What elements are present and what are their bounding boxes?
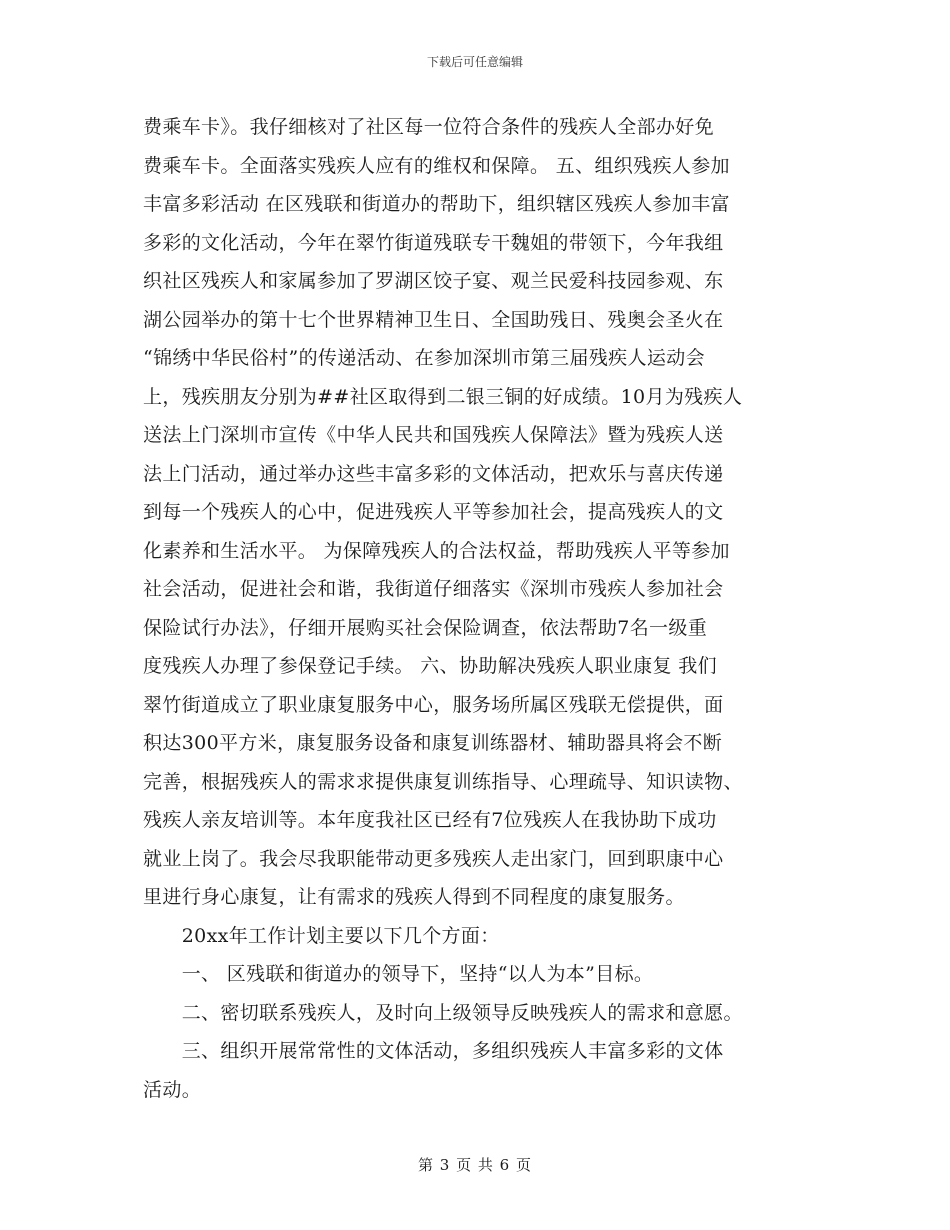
text-line: 残疾人亲友培训等。本年度我社区已经有7位残疾人在我协助下成功 xyxy=(143,809,717,831)
text-line: 多彩的文化活动，今年在翠竹街道残联专干魏姐的带领下，今年我组 xyxy=(143,231,724,254)
text-line: 法上门活动，通过举办这些丰富多彩的文体活动，把欢乐与喜庆传递 xyxy=(143,462,724,485)
text-line: 完善，根据残疾人的需求求提供康复训练指导、心理疏导、知识读物、 xyxy=(143,770,743,793)
text-line: 度残疾人办理了参保登记手续。 六、协助解决残疾人职业康复 我们 xyxy=(143,655,717,677)
document-body xyxy=(143,108,815,1109)
text-line: 保险试行办法》，仔细开展购买社会保险调查，依法帮助7名一级重 xyxy=(143,616,708,639)
text-line: “锦绣中华民俗村”的传递活动、在参加深圳市第三届残疾人运动会 xyxy=(143,347,705,369)
plan-item-3: 三、组织开展常常性的文体活动，多组织残疾人丰富多彩的文体 xyxy=(143,1040,724,1062)
text-line: 费乘车卡。全面落实残疾人应有的维权和保障。 五、组织残疾人参加 xyxy=(143,154,730,177)
plan-item-2: 二、密切联系残疾人，及时向上级领导反映残疾人的需求和意愿。 xyxy=(143,1001,743,1024)
plan-item-3-continued: 活动。 xyxy=(143,1078,202,1101)
text-line: 丰富多彩活动 在区残联和街道办的帮助下，组织辖区残疾人参加丰富 xyxy=(143,193,730,215)
plan-intro-line: 20xx年工作计划主要以下几个方面： xyxy=(143,924,500,947)
text-line: 费乘车卡》。我仔细核对了社区每一位符合条件的残疾人全部办好免 xyxy=(143,116,715,138)
text-line: 湖公园举办的第十七个世界精神卫生日、全国助残日、残奥会圣火在 xyxy=(143,308,724,331)
text-line: 到每一个残疾人的心中，促进残疾人平等参加社会，提高残疾人的文 xyxy=(143,501,724,523)
page-number-footer: 第 3 页 共 6 页 xyxy=(418,1156,532,1174)
plan-item-1: 一、 区残联和街道办的领导下，坚持“以人为本”目标。 xyxy=(143,963,654,985)
text-line: 翠竹街道成立了职业康复服务中心，服务场所属区残联无偿提供，面 xyxy=(143,693,724,716)
text-line: 织社区残疾人和家属参加了罗湖区饺子宴、观兰民爱科技园参观、东 xyxy=(143,270,724,292)
text-line: 上，残疾朋友分别为##社区取得到二银三铜的好成绩。10月为残疾人 xyxy=(143,385,743,408)
text-line: 里进行身心康复，让有需求的残疾人得到不同程度的康复服务。 xyxy=(143,886,685,908)
text-line: 化素养和生活水平。 为保障残疾人的合法权益，帮助残疾人平等参加 xyxy=(143,539,730,562)
page-header: 下载后可任意编辑 xyxy=(426,55,523,69)
text-line: 就业上岗了。我会尽我职能带动更多残疾人走出家门，回到职康中心 xyxy=(143,847,724,870)
text-line: 积达300平方米，康复服务设备和康复训练器材、辅助器具将会不断 xyxy=(143,732,723,754)
text-line: 社会活动，促进社会和谐，我街道仔细落实《深圳市残疾人参加社会 xyxy=(143,578,724,600)
text-line: 送法上门深圳市宣传《中华人民共和国残疾人保障法》暨为残疾人送 xyxy=(143,424,724,446)
